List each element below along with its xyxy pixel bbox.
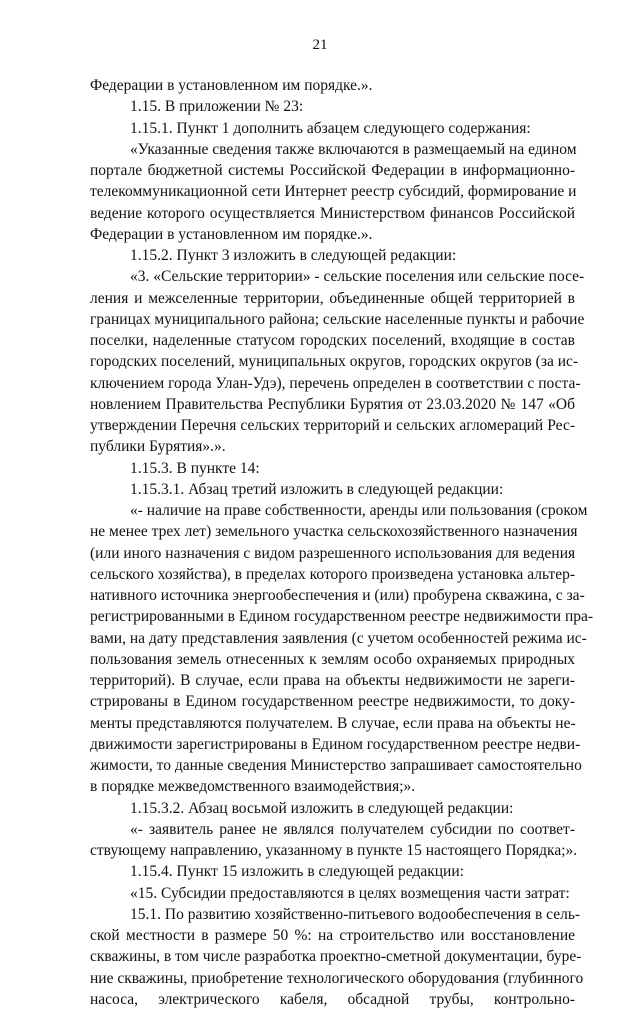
text-line: 1.15.3.2. Абзац восьмой изложить в следующей редакции: bbox=[130, 799, 514, 817]
text-line: территорий). В случае, если права на объекты недвижимости не зареги- bbox=[90, 672, 575, 689]
text-line: регистрированными в Едином государственном реестре недвижимости пра- bbox=[90, 608, 594, 626]
document-body bbox=[90, 75, 594, 1010]
text-line: стрированы в Едином государственном реестре недвижимости, то доку- bbox=[90, 693, 575, 711]
text-line: публики Бурятия».». bbox=[90, 438, 226, 456]
text-line: «- наличие на праве собственности, аренды или пользования (сроком bbox=[130, 502, 588, 519]
text-line: ведение которого осуществляется Министерством финансов Российской bbox=[90, 204, 575, 222]
text-line: «Указанные сведения также включаются в размещаемый на едином bbox=[130, 140, 577, 158]
text-line: утверждении Перечня сельских территорий и сельских агломераций Рес- bbox=[90, 417, 575, 434]
text-line: «15. Субсидии предоставляются в целях возмещения части затрат: bbox=[130, 884, 570, 902]
text-line: (или иного назначения с видом разрешенного использования для ведения bbox=[90, 544, 576, 562]
text-line: ствующему направлению, указанному в пункте 15 настоящего Порядка;». bbox=[90, 842, 578, 859]
text-line: 1.15.3. В пункте 14: bbox=[130, 459, 260, 477]
text-line: телекоммуникационной сети Интернет реестр субсидий, формирование и bbox=[90, 183, 577, 201]
text-line: насоса, электрического кабеля, обсадной трубы, контрольно- bbox=[90, 990, 575, 1008]
text-line: портале бюджетной системы Российской Федерации в информационно- bbox=[90, 162, 575, 179]
text-line: скважины, в том числе разработка проектно-сметной документации, бурe- bbox=[90, 948, 582, 966]
text-line: границах муниципального района; сельские населенные пункты и рабочие bbox=[90, 310, 585, 328]
text-line: пользования земель отнесенных к землям особо охраняемых природных bbox=[90, 650, 575, 668]
text-line: ние скважины, приобретение технологического оборудования (глубинного bbox=[90, 969, 584, 987]
text-line: Федерации в установленном им порядке.». bbox=[90, 77, 373, 94]
text-line: 1.15.3.1. Абзац третий изложить в следующей редакции: bbox=[130, 480, 504, 498]
text-line: ключением города Улан-Удэ), перечень определен в соответствии с поста- bbox=[90, 374, 581, 392]
text-line: городских поселений, муниципальных округов, городских округов (за ис- bbox=[90, 353, 579, 371]
text-line: ления и межселенные территории, объединенные общей территорией в bbox=[90, 289, 575, 307]
text-line: менты представляются получателем. В случае, если права на объекты не- bbox=[90, 714, 576, 732]
text-line: 1.15. В приложении № 23: bbox=[130, 98, 304, 116]
text-line: в порядке межведомственного взаимодействия;». bbox=[90, 778, 416, 796]
page-number: 21 bbox=[312, 37, 328, 53]
text-line: сельского хозяйства), в пределах которого произведена установка альтер- bbox=[90, 565, 575, 583]
text-line: 15.1. По развитию хозяйственно-питьевого водообеспечения в сель- bbox=[130, 905, 581, 923]
text-line: Федерации в установленном им порядке.». bbox=[90, 225, 373, 243]
text-line: жимости, то данные сведения Министерство запрашивает самостоятельно bbox=[90, 757, 582, 774]
text-line: ской местности в размере 50 %: на строительство или восстановление bbox=[90, 927, 575, 944]
text-line: «- заявитель ранее не являлся получателем субсидии по соответ- bbox=[130, 820, 575, 838]
text-line: вами, на дату представления заявления (с учетом особенностей режима ис- bbox=[90, 629, 587, 647]
text-line: 1.15.1. Пункт 1 дополнить абзацем следующего содержания: bbox=[130, 119, 531, 137]
text-line: движимости зарегистрированы в Едином государственном реестре недви- bbox=[90, 735, 581, 753]
text-line: новлением Правительства Республики Бурятия от 23.03.2020 № 147 «Об bbox=[90, 395, 575, 413]
text-line: 1.15.2. Пункт 3 изложить в следующей редакции: bbox=[130, 247, 457, 264]
text-line: не менее трех лет) земельного участка сельскохозяйственного назначения bbox=[90, 523, 578, 541]
text-line: 1.15.4. Пункт 15 изложить в следующей редакции: bbox=[130, 863, 464, 881]
text-line: «3. «Сельские территории» - сельские поселения или сельские посе- bbox=[130, 268, 585, 286]
text-line: поселки, наделенные статусом городских поселений, входящие в состав bbox=[90, 332, 575, 349]
text-line: нативного источника энергообеспечения и (или) пробурена скважина, с за- bbox=[90, 587, 585, 604]
